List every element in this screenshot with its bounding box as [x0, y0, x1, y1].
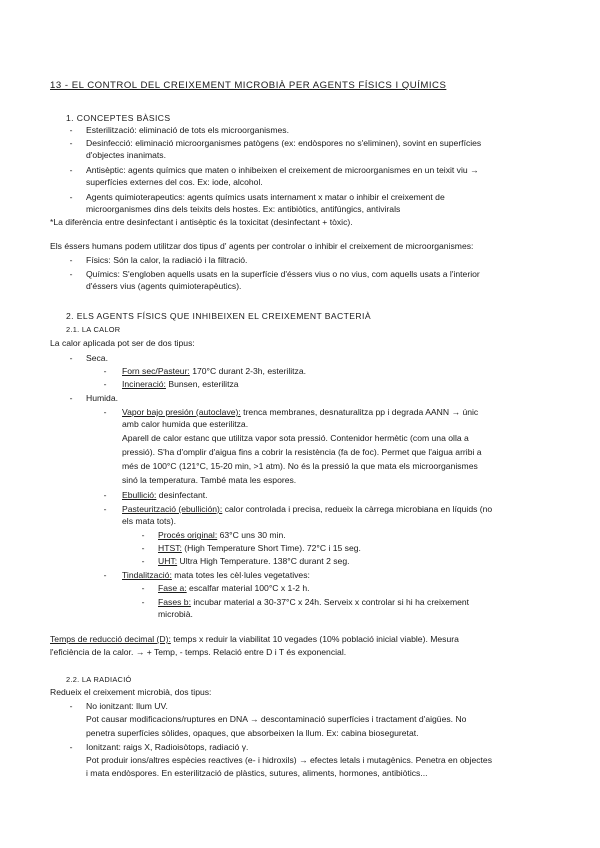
fase-a-item: [158, 582, 310, 594]
temps-reduccio-text: temps x reduir la viabilitat 10 vegades (10% població inicial viable). Mesura: [170, 634, 459, 644]
bullet-dash: -: [141, 530, 145, 540]
ebullicio-item: [122, 489, 208, 501]
bullet-dash: -: [69, 742, 73, 752]
subsection-radiacio-heading: 2.2. LA RADIACIÓ: [66, 675, 132, 684]
bullet-dash: -: [69, 255, 73, 265]
uht-term: UHT:: [158, 556, 178, 566]
bullet-dash: -: [103, 490, 107, 500]
page-title: 13 - EL CONTROL DEL CREIXEMENT MICROBIÀ PER AGENTS FÍSICS I QUÍMICS: [50, 80, 447, 91]
pasteuritzacio-line: els mata tots).: [122, 516, 176, 526]
agents-quimics-cont: d'éssers vius (agents quimioterapèutics).: [86, 281, 242, 291]
proces-original-term: Procés original:: [158, 530, 218, 540]
definition-antiseptic: Antisèptic: agents químics que maten o inhibeixen el creixement de microorganismes en un teixit viu →: [86, 165, 479, 175]
note-toxicity: *La diferència entre desinfectant i antisèptic és la toxicitat (desinfectant + tòxic).: [50, 217, 353, 227]
bullet-dash: -: [69, 353, 73, 363]
bullet-dash: -: [141, 597, 145, 607]
htst-term: HTST:: [158, 543, 182, 553]
incineracio-text: Bunsen, esterilitza: [165, 379, 239, 389]
temps-reduccio-line: l'eficiència de la calor. → + Temp, - temps. Relació entre D i T és exponencial.: [50, 647, 347, 657]
temps-reduccio-term: Temps de reducció decimal (D):: [50, 634, 171, 644]
autoclave-item: [122, 406, 478, 418]
autoclave-line: Aparell de calor estanc que utilitza vapor sota pressió. Contenidor hermètic (com una olla a: [122, 433, 469, 443]
fases-b-item: [158, 596, 469, 608]
tindalitzacio-item: [122, 569, 310, 581]
no-ionitzant: No ionitzant: llum UV.: [86, 701, 168, 711]
ebullicio-term: Ebullició:: [122, 490, 157, 500]
bullet-dash: -: [69, 138, 73, 148]
pasteuritzacio-term: Pasteurització (ebullición):: [122, 504, 223, 514]
incineracio-term: Incineració:: [122, 379, 166, 389]
bullet-dash: -: [69, 192, 73, 202]
temps-reduccio-item: [50, 633, 459, 645]
section-1-heading: 1. CONCEPTES BÀSICS: [66, 113, 171, 123]
fase-a-term: Fase a:: [158, 583, 187, 593]
bullet-dash: -: [69, 269, 73, 279]
bullet-dash: -: [69, 701, 73, 711]
section-2-heading: 2. ELS AGENTS FÍSICS QUE INHIBEIXEN EL CREIXEMENT BACTERIÀ: [66, 311, 371, 321]
ionitzant-line: Pot produir ions/altres espècies reactives (e- i hidroxils) → efectes letals i mutagènics. Penetra en objectes: [86, 755, 493, 765]
definition-antiseptic-cont: superfícies externes del cos. Ex: iode, alcohol.: [86, 177, 263, 187]
pasteuritzacio-text: calor controlada i precisa, redueix la càrrega microbiana en líquids (no: [222, 504, 493, 514]
htst-item: [158, 542, 361, 554]
agents-intro: Els éssers humans podem utilitzar dos tipus d' agents per controlar o inhibir el creixement de microorganismes:: [50, 241, 474, 251]
agents-quimics: Químics: S'engloben aquells usats en la superfície d'éssers vius o no vius, com aquells usats a l'interior: [86, 269, 480, 279]
no-ionitzant-line: penetra superfícies sòlides, opaques, que absorbeixen la llum. Ex: cabina bioseguretat.: [86, 728, 419, 738]
bullet-dash: -: [103, 504, 107, 514]
definition-desinfeccio-cont: d'objectes inanimats.: [86, 150, 166, 160]
autoclave-line: pressió). S'ha d'omplir d'aigua fins a cobrir la resistència (fa de foc). Permet que l'aigua arribi a: [122, 447, 482, 457]
definition-quimioterapeutics-cont: microorganismes dins dels teixits dels hostes. Ex: antibiòtics, antifúngics, antivirals: [86, 204, 401, 214]
ebullicio-text: desinfectant.: [156, 490, 208, 500]
incineracio-item: [122, 378, 239, 390]
autoclave-line: més de 100°C (121°C, 15-20 min, >1 atm). No és la pressió la que mata els microorganismes: [122, 461, 478, 471]
fases-b-text: incubar material a 30-37°C x 24h. Serveix x controlar si hi ha creixement: [190, 597, 470, 607]
tindalitzacio-text: mata totes les cèl·lules vegetatives:: [171, 570, 310, 580]
pasteuritzacio-item: [122, 503, 492, 515]
autoclave-line: amb calor humida que esterilitza.: [122, 419, 249, 429]
uht-text: Ultra High Temperature. 138°C durant 2 seg.: [177, 556, 350, 566]
tindalitzacio-term: Tindalització:: [122, 570, 172, 580]
radiacio-intro: Redueix el creixement microbià, dos tipus:: [50, 687, 212, 697]
subsection-calor-heading: 2.1. LA CALOR: [66, 325, 121, 334]
uht-item: [158, 555, 350, 567]
no-ionitzant-line: Pot causar modificacions/ruptures en DNA → descontaminació superfícies i tractament d'aigües. No: [86, 714, 467, 724]
bullet-dash: -: [103, 379, 107, 389]
forn-sec-item: [122, 365, 306, 377]
definition-quimioterapeutics: Agents quimioterapeutics: agents químics usats internament x matar o inhibir el creixement de: [86, 192, 445, 202]
calor-intro: La calor aplicada pot ser de dos tipus:: [50, 338, 195, 348]
bullet-dash: -: [103, 407, 107, 417]
autoclave-term: Vapor bajo presión (autoclave):: [122, 407, 241, 417]
bullet-dash: -: [141, 556, 145, 566]
definition-desinfeccio: Desinfecció: eliminació microorganismes patògens (ex: endòspores no s'eliminen), sovint en superfícies: [86, 138, 482, 148]
bullet-dash: -: [69, 393, 73, 403]
fases-b-line: microbià.: [158, 609, 193, 619]
autoclave-text: trenca membranes, desnaturalitza pp i degrada AANN → únic: [240, 407, 479, 417]
fases-b-term: Fases b:: [158, 597, 191, 607]
bullet-dash: -: [69, 125, 73, 135]
ionitzant-line: i mata endòspores. En esterilització de plàstics, sutures, aliments, hormones, antibiòtics...: [86, 768, 428, 778]
proces-original-item: [158, 529, 286, 541]
autoclave-line: sinó la temperatura. També mata les espores.: [122, 475, 297, 485]
forn-sec-term: Forn sec/Pasteur:: [122, 366, 190, 376]
fase-a-text: escalfar material 100°C x 1-2 h.: [186, 583, 310, 593]
bullet-dash: -: [141, 583, 145, 593]
proces-original-text: 63°C uns 30 min.: [217, 530, 286, 540]
bullet-dash: -: [103, 366, 107, 376]
calor-humida: Humida.: [86, 393, 118, 403]
ionitzant: Ionitzant: raigs X, Radioisòtops, radiació γ.: [86, 742, 249, 752]
bullet-dash: -: [141, 543, 145, 553]
agents-fisics: Físics: Són la calor, la radiació i la filtració.: [86, 255, 248, 265]
bullet-dash: -: [103, 570, 107, 580]
definition-esterilitzacio: Esterilització: eliminació de tots els microorganismes.: [86, 125, 289, 135]
bullet-dash: -: [69, 165, 73, 175]
forn-sec-text: 170°C durant 2-3h, esterilitza.: [189, 366, 306, 376]
htst-text: (High Temperature Short Time). 72°C i 15 seg.: [181, 543, 361, 553]
calor-seca: Seca.: [86, 353, 108, 363]
